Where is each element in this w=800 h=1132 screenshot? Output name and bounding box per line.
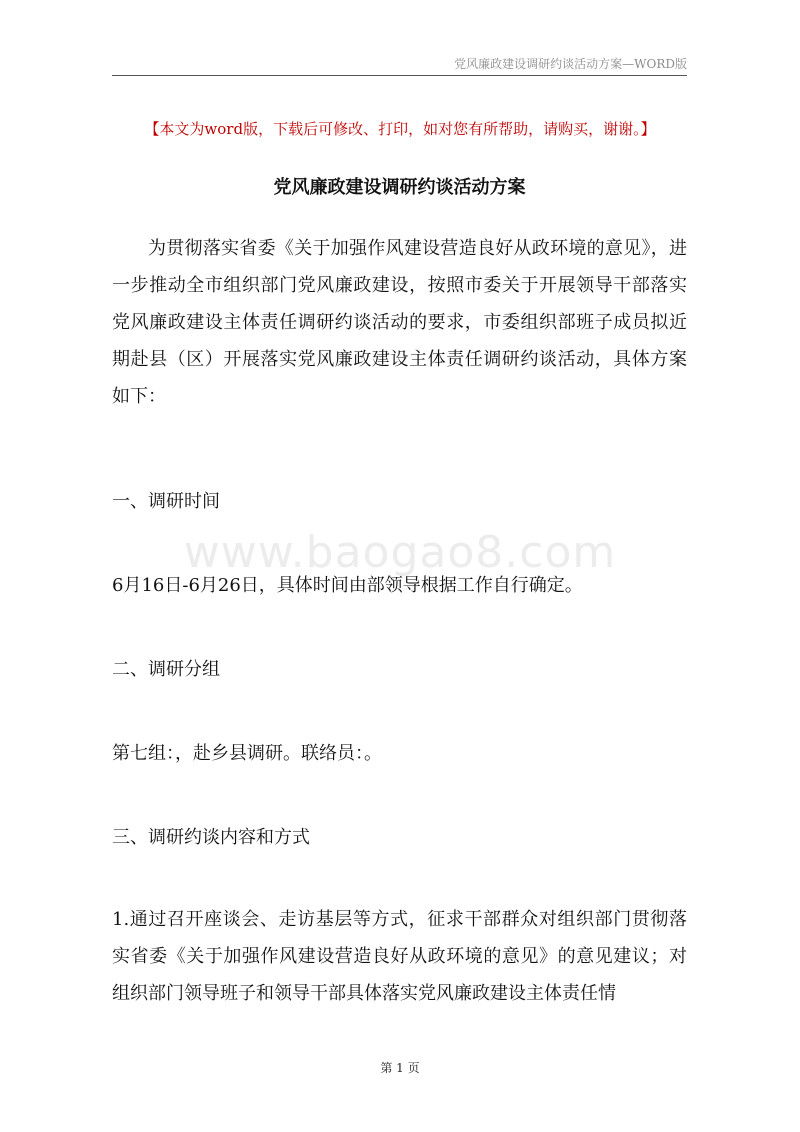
section-3-body: 1.通过召开座谈会、走访基层等方式，征求干部群众对组织部门贯彻落实省委《关于加强作风建设营造良好从政环境的意见》的意见建议；对组织部门领导班子和领导干部具体落实党风廉政建设主体责任情 (112, 909, 687, 1004)
header-divider (112, 75, 687, 76)
watermark: www.baogao8.com (183, 527, 617, 578)
section-1-heading: 一、调研时间 (112, 491, 220, 512)
running-header: 党风廉政建设调研约谈活动方案—WORD版 (454, 57, 687, 71)
purchase-notice: 【本文为word版，下载后可修改、打印，如对您有所帮助，请购买，谢谢。】 (144, 120, 656, 138)
section-3-heading: 三、调研约谈内容和方式 (112, 827, 310, 848)
intro-paragraph: 为贯彻落实省委《关于加强作风建设营造良好从政环境的意见》，进一步推动全市组织部门党风廉政建设，按照市委关于开展领导干部落实党风廉政建设主体责任调研约谈活动的要求，市委组织部班子成员拟近期赴县（区）开展落实党风廉政建设主体责任调研约谈活动，具体方案如下： (112, 238, 687, 407)
section-2-body: 第七组：，赴乡县调研。联络员：。 (112, 743, 382, 764)
document-title: 党风廉政建设调研约谈活动方案 (273, 177, 526, 198)
section-1-body: 6月16日-6月26日，具体时间由部领导根据工作自行确定。 (112, 575, 583, 596)
page-number: 第 1 页 (380, 1061, 420, 1075)
section-2-heading: 二、调研分组 (112, 659, 220, 680)
